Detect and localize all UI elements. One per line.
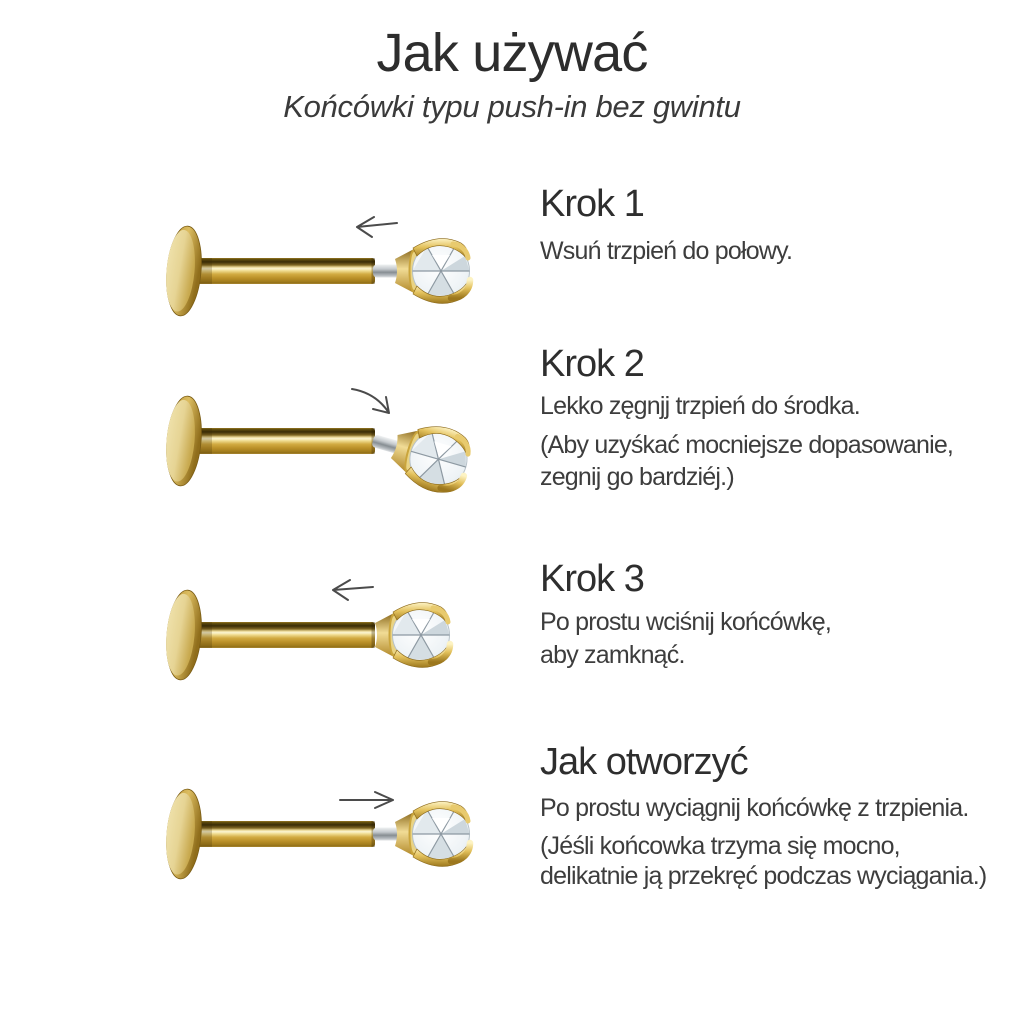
open-section-line: (Jéśli końcowka trzyma się mocno,: [540, 832, 900, 860]
open-section-heading: Jak otworzyć: [540, 741, 748, 783]
step-2-line: Lekko zęgnjj trzpień do środka.: [540, 392, 860, 420]
step-3-line: aby zamknąć.: [540, 641, 685, 669]
labret-illustration-step-1: [88, 196, 498, 356]
step-2-heading: Krok 2: [540, 343, 644, 385]
step-3-line: Po prostu wciśnij końcówkę,: [540, 608, 832, 636]
page-title: Jak używać: [376, 23, 648, 83]
labret-illustration-step-2: [88, 366, 498, 526]
page-subtitle: Końcówki typu push-in bez gwintu: [283, 89, 741, 124]
step-2-line: zegnij go bardziéj.): [540, 463, 734, 491]
open-section-line: Po prostu wyciągnij końcówkę z trzpienia.: [540, 794, 969, 822]
arrow-right-icon: [340, 792, 393, 808]
step-3-heading: Krok 3: [540, 558, 644, 600]
step-1-line: Wsuń trzpień do połowy.: [540, 237, 793, 265]
arrow-bend-down-icon: [352, 389, 389, 413]
step-1-heading: Krok 1: [540, 183, 644, 225]
labret-illustration-step-3: [88, 560, 498, 720]
step-2-line: (Aby uzyśkać mocniejsze dopasowanie,: [540, 431, 954, 459]
labret-illustration-open: [88, 759, 498, 919]
open-section-line: delikatnie ją przekręć podczas wyciągania.): [540, 862, 987, 890]
arrow-left-icon: [357, 217, 397, 237]
arrow-left-icon: [333, 580, 373, 600]
